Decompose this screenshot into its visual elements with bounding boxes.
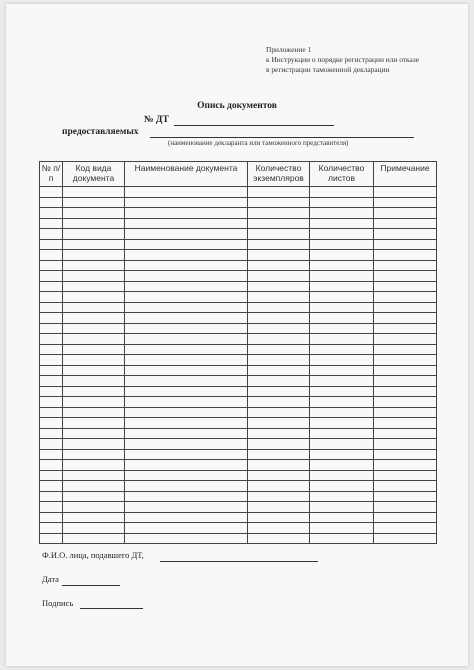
table-cell[interactable] (310, 229, 374, 240)
table-row (40, 365, 437, 376)
provided-by-label: предоставляемых (62, 127, 139, 137)
table-cell[interactable] (310, 512, 374, 523)
table-cell[interactable] (248, 281, 310, 292)
table-cell[interactable] (125, 439, 248, 450)
table-row (40, 260, 437, 271)
table-cell[interactable] (374, 407, 437, 418)
table-row (40, 344, 437, 355)
table-cell[interactable] (248, 239, 310, 250)
table-cell[interactable] (248, 344, 310, 355)
table-cell[interactable] (248, 460, 310, 471)
table-cell[interactable] (374, 344, 437, 355)
table-row (40, 218, 437, 229)
table-cell[interactable] (63, 502, 125, 513)
table-cell[interactable] (125, 512, 248, 523)
table-cell[interactable] (248, 334, 310, 345)
table-cell[interactable] (125, 250, 248, 261)
table-cell[interactable] (374, 491, 437, 502)
date-label: Дата (42, 574, 59, 584)
table-cell[interactable] (63, 355, 125, 366)
person-field[interactable] (160, 561, 318, 562)
table-cell[interactable] (63, 218, 125, 229)
table-cell[interactable] (374, 428, 437, 439)
table-cell[interactable] (248, 229, 310, 240)
table-cell[interactable] (40, 313, 63, 324)
table-cell[interactable] (374, 208, 437, 219)
table-cell[interactable] (374, 229, 437, 240)
table-row (40, 386, 437, 397)
table-cell[interactable] (40, 418, 63, 429)
table-cell[interactable] (248, 481, 310, 492)
table-row (40, 397, 437, 408)
table-cell[interactable] (310, 491, 374, 502)
column-header-doc-code: Код вида документа (63, 162, 125, 187)
date-field[interactable] (62, 585, 120, 586)
table-row (40, 407, 437, 418)
table-cell[interactable] (40, 323, 63, 334)
table-row (40, 439, 437, 450)
table-cell[interactable] (248, 365, 310, 376)
table-cell[interactable] (310, 418, 374, 429)
table-cell[interactable] (310, 470, 374, 481)
table-cell[interactable] (125, 491, 248, 502)
table-row (40, 428, 437, 439)
table-cell[interactable] (310, 208, 374, 219)
table-cell[interactable] (63, 292, 125, 303)
table-row (40, 187, 437, 198)
table-row (40, 523, 437, 534)
table-cell[interactable] (63, 281, 125, 292)
table-cell[interactable] (40, 439, 63, 450)
table-body (40, 187, 437, 544)
table-cell[interactable] (40, 470, 63, 481)
table-cell[interactable] (374, 334, 437, 345)
table-cell[interactable] (40, 407, 63, 418)
table-cell[interactable] (374, 323, 437, 334)
table-cell[interactable] (248, 187, 310, 198)
table-cell[interactable] (63, 407, 125, 418)
table-cell[interactable] (248, 439, 310, 450)
table-cell[interactable] (248, 197, 310, 208)
table-cell[interactable] (248, 512, 310, 523)
table-cell[interactable] (310, 281, 374, 292)
table-cell[interactable] (374, 218, 437, 229)
table-cell[interactable] (40, 449, 63, 460)
table-cell[interactable] (374, 292, 437, 303)
table-header-row (40, 162, 437, 187)
table-cell[interactable] (63, 187, 125, 198)
table-cell[interactable] (63, 533, 125, 544)
table-cell[interactable] (63, 302, 125, 313)
table-cell[interactable] (63, 197, 125, 208)
table-cell[interactable] (248, 428, 310, 439)
table-row (40, 313, 437, 324)
table-cell[interactable] (63, 470, 125, 481)
table-cell[interactable] (63, 313, 125, 324)
table-cell[interactable] (248, 523, 310, 534)
table-cell[interactable] (125, 355, 248, 366)
table-cell[interactable] (125, 323, 248, 334)
signature-field[interactable] (80, 608, 143, 609)
table-cell[interactable] (310, 428, 374, 439)
table-cell[interactable] (374, 302, 437, 313)
table-cell[interactable] (125, 218, 248, 229)
table-cell[interactable] (125, 449, 248, 460)
table-cell[interactable] (248, 397, 310, 408)
table-cell[interactable] (40, 197, 63, 208)
table-cell[interactable] (310, 218, 374, 229)
table-cell[interactable] (310, 523, 374, 534)
table-cell[interactable] (63, 523, 125, 534)
table-row (40, 470, 437, 481)
column-header-note: Примечание (374, 162, 437, 187)
table-cell[interactable] (248, 250, 310, 261)
table-cell[interactable] (248, 502, 310, 513)
table-cell[interactable] (248, 376, 310, 387)
table-cell[interactable] (125, 197, 248, 208)
table-cell[interactable] (63, 334, 125, 345)
dt-number-field[interactable] (174, 125, 334, 126)
table-cell[interactable] (40, 239, 63, 250)
table-row (40, 281, 437, 292)
table-cell[interactable] (374, 449, 437, 460)
table-cell[interactable] (63, 418, 125, 429)
table-cell[interactable] (374, 470, 437, 481)
table-cell[interactable] (125, 281, 248, 292)
table-cell[interactable] (374, 439, 437, 450)
table-cell[interactable] (374, 250, 437, 261)
table-cell[interactable] (40, 281, 63, 292)
table-cell[interactable] (63, 260, 125, 271)
table-cell[interactable] (248, 449, 310, 460)
table-cell[interactable] (63, 512, 125, 523)
table-cell[interactable] (63, 439, 125, 450)
table-cell[interactable] (310, 302, 374, 313)
table-cell[interactable] (310, 481, 374, 492)
table-cell[interactable] (374, 397, 437, 408)
table-row (40, 418, 437, 429)
person-label: Ф.И.О. лица, подавшего ДТ, (42, 550, 144, 560)
table-cell[interactable] (310, 449, 374, 460)
table-cell[interactable] (248, 292, 310, 303)
signature-label: Подпись (42, 598, 74, 608)
table-cell[interactable] (40, 208, 63, 219)
table-cell[interactable] (125, 334, 248, 345)
table-cell[interactable] (125, 313, 248, 324)
dt-number-label: № ДТ (144, 115, 169, 125)
table-cell[interactable] (374, 376, 437, 387)
table-row (40, 271, 437, 282)
table-cell[interactable] (374, 239, 437, 250)
table-row (40, 533, 437, 544)
provided-by-hint: (наименование декларанта или таможенного представителя) (168, 139, 349, 147)
table-cell[interactable] (125, 260, 248, 271)
table-row (40, 460, 437, 471)
table-cell[interactable] (248, 208, 310, 219)
table-cell[interactable] (374, 281, 437, 292)
table-cell[interactable] (310, 250, 374, 261)
table-cell[interactable] (310, 187, 374, 198)
table-cell[interactable] (248, 386, 310, 397)
table-cell[interactable] (40, 229, 63, 240)
table-cell[interactable] (125, 428, 248, 439)
table-cell[interactable] (248, 355, 310, 366)
appendix-line-3: в регистрации таможенной декларации (266, 65, 390, 74)
table-cell[interactable] (63, 239, 125, 250)
table-cell[interactable] (310, 502, 374, 513)
table-cell[interactable] (125, 187, 248, 198)
table-cell[interactable] (125, 302, 248, 313)
table-cell[interactable] (125, 376, 248, 387)
table-cell[interactable] (374, 523, 437, 534)
table-cell[interactable] (310, 239, 374, 250)
table-row (40, 197, 437, 208)
table-cell[interactable] (63, 449, 125, 460)
table-cell[interactable] (40, 344, 63, 355)
table-cell[interactable] (310, 407, 374, 418)
table-cell[interactable] (125, 292, 248, 303)
table-cell[interactable] (125, 407, 248, 418)
table-cell[interactable] (40, 250, 63, 261)
column-header-sheets: Количество листов (310, 162, 374, 187)
appendix-note (266, 45, 419, 75)
table-cell[interactable] (63, 229, 125, 240)
table-cell[interactable] (374, 502, 437, 513)
table-cell[interactable] (310, 376, 374, 387)
table-cell[interactable] (248, 302, 310, 313)
table-cell[interactable] (40, 218, 63, 229)
table-cell[interactable] (310, 334, 374, 345)
table-cell[interactable] (125, 208, 248, 219)
table-cell[interactable] (310, 260, 374, 271)
table-cell[interactable] (374, 355, 437, 366)
table-cell[interactable] (310, 197, 374, 208)
table-row (40, 491, 437, 502)
table-cell[interactable] (125, 460, 248, 471)
table-cell[interactable] (125, 397, 248, 408)
table-row (40, 239, 437, 250)
table-cell[interactable] (40, 365, 63, 376)
table-cell[interactable] (125, 523, 248, 534)
table-cell[interactable] (125, 470, 248, 481)
table-row (40, 449, 437, 460)
table-cell[interactable] (374, 386, 437, 397)
table-cell[interactable] (125, 418, 248, 429)
table-cell[interactable] (125, 386, 248, 397)
table-cell[interactable] (63, 250, 125, 261)
table-cell[interactable] (248, 260, 310, 271)
table-cell[interactable] (40, 292, 63, 303)
table-cell[interactable] (374, 481, 437, 492)
table-cell[interactable] (310, 386, 374, 397)
table-row (40, 334, 437, 345)
table-cell[interactable] (63, 491, 125, 502)
table-cell[interactable] (310, 533, 374, 544)
table-cell[interactable] (310, 460, 374, 471)
table-cell[interactable] (40, 260, 63, 271)
table-cell[interactable] (248, 271, 310, 282)
table-cell[interactable] (125, 271, 248, 282)
table-cell[interactable] (248, 491, 310, 502)
table-cell[interactable] (374, 271, 437, 282)
table-cell[interactable] (40, 428, 63, 439)
table-row (40, 229, 437, 240)
table-row (40, 292, 437, 303)
table-row (40, 323, 437, 334)
column-header-doc-name: Наименование документа (125, 162, 248, 187)
table-cell[interactable] (40, 460, 63, 471)
table-row (40, 250, 437, 261)
table-cell[interactable] (63, 323, 125, 334)
table-cell[interactable] (374, 460, 437, 471)
table-cell[interactable] (310, 292, 374, 303)
table-cell[interactable] (310, 397, 374, 408)
appendix-line-1: Приложение 1 (266, 45, 312, 54)
table-cell[interactable] (310, 355, 374, 366)
table-cell[interactable] (40, 187, 63, 198)
table-cell[interactable] (63, 460, 125, 471)
table-row (40, 502, 437, 513)
table-row (40, 481, 437, 492)
table-cell[interactable] (40, 491, 63, 502)
table-cell[interactable] (310, 344, 374, 355)
table-cell[interactable] (374, 313, 437, 324)
table-cell[interactable] (310, 439, 374, 450)
table-cell[interactable] (40, 481, 63, 492)
table-cell[interactable] (374, 418, 437, 429)
table-row (40, 208, 437, 219)
table-cell[interactable] (40, 355, 63, 366)
table-cell[interactable] (40, 334, 63, 345)
table-cell[interactable] (248, 533, 310, 544)
table-cell[interactable] (63, 397, 125, 408)
documents-table (39, 161, 437, 544)
table-cell[interactable] (125, 229, 248, 240)
table-cell[interactable] (40, 523, 63, 534)
table-cell[interactable] (125, 344, 248, 355)
table-cell[interactable] (248, 313, 310, 324)
table-row (40, 302, 437, 313)
table-cell[interactable] (374, 533, 437, 544)
table-cell[interactable] (248, 418, 310, 429)
table-cell[interactable] (125, 481, 248, 492)
table-cell[interactable] (63, 365, 125, 376)
table-cell[interactable] (40, 386, 63, 397)
table-row (40, 376, 437, 387)
table-cell[interactable] (63, 386, 125, 397)
table-cell[interactable] (63, 376, 125, 387)
table-row (40, 512, 437, 523)
table-cell[interactable] (125, 533, 248, 544)
table-cell[interactable] (63, 271, 125, 282)
table-cell[interactable] (125, 502, 248, 513)
table-cell[interactable] (63, 428, 125, 439)
table-cell[interactable] (248, 218, 310, 229)
column-header-copies: Количество экземпляров (248, 162, 310, 187)
table-cell[interactable] (125, 365, 248, 376)
table-cell[interactable] (310, 365, 374, 376)
table-cell[interactable] (63, 481, 125, 492)
table-cell[interactable] (310, 313, 374, 324)
table-cell[interactable] (40, 502, 63, 513)
table-cell[interactable] (374, 512, 437, 523)
table-cell[interactable] (63, 208, 125, 219)
table-cell[interactable] (40, 376, 63, 387)
table-cell[interactable] (40, 397, 63, 408)
table-cell[interactable] (40, 271, 63, 282)
column-header-number: № п/п (40, 162, 63, 187)
document-title: Опись документов (197, 101, 277, 111)
table-cell[interactable] (248, 470, 310, 481)
table-cell[interactable] (63, 344, 125, 355)
appendix-line-2: к Инструкции о порядке регистрации или отказе (266, 55, 419, 64)
table-cell[interactable] (374, 260, 437, 271)
table-cell[interactable] (40, 533, 63, 544)
table-cell[interactable] (248, 407, 310, 418)
table-cell[interactable] (374, 187, 437, 198)
table-cell[interactable] (374, 365, 437, 376)
table-cell[interactable] (310, 271, 374, 282)
table-cell[interactable] (374, 197, 437, 208)
table-cell[interactable] (310, 323, 374, 334)
table-row (40, 355, 437, 366)
table-cell[interactable] (40, 302, 63, 313)
provided-by-field[interactable] (150, 137, 414, 138)
table-cell[interactable] (248, 323, 310, 334)
table-cell[interactable] (40, 512, 63, 523)
table-cell[interactable] (125, 239, 248, 250)
